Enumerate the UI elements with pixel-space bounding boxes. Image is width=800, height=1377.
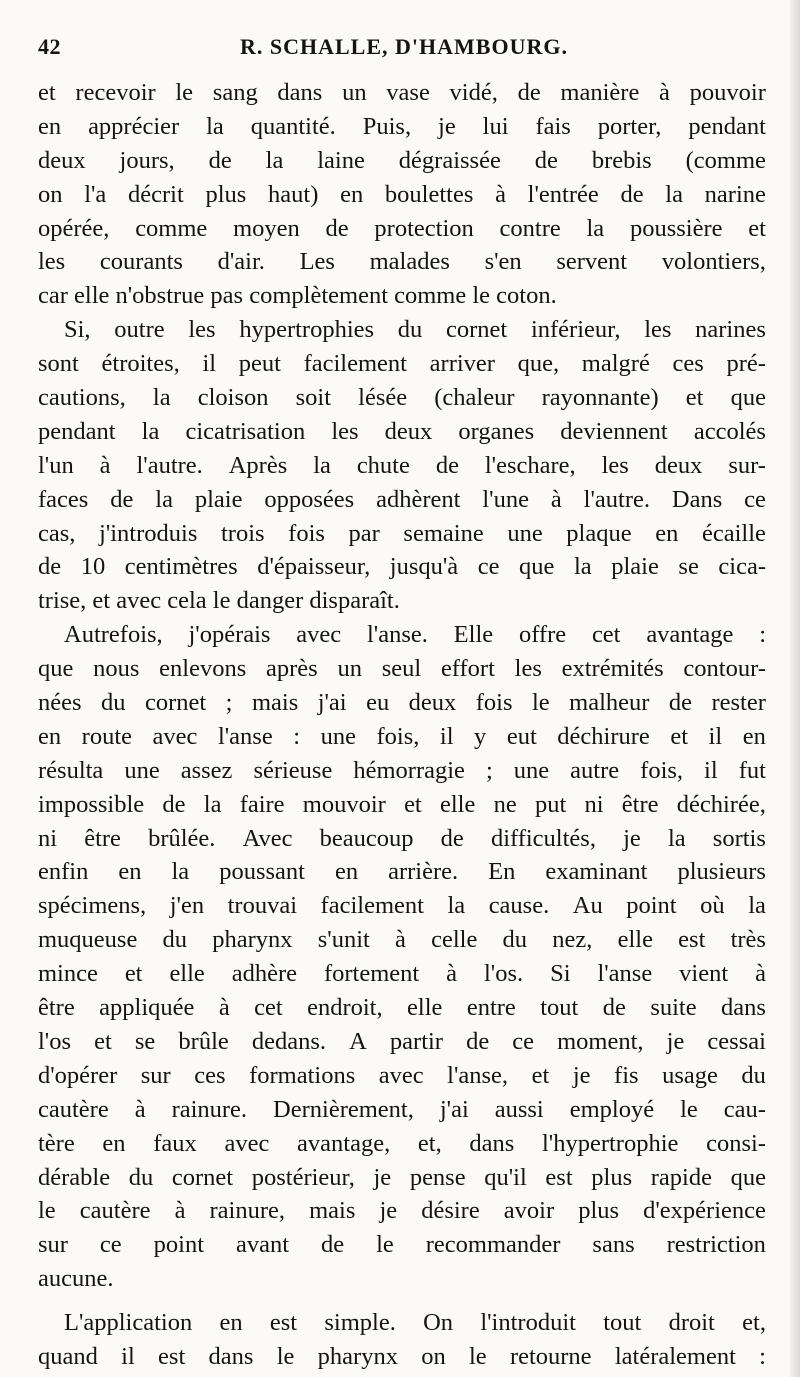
- text-line: le cautère à rainure, mais je désire avoir plus d'expérience: [38, 1197, 766, 1225]
- text-line: être appliquée à cet endroit, elle entre tout de suite dans: [38, 994, 766, 1022]
- text-line: sont étroites, il peut facilement arriver que, malgré ces pré-: [38, 350, 766, 378]
- text-line: de 10 centimètres d'épaisseur, jusqu'à ce que la plaie se cica-: [38, 553, 766, 581]
- text-line: dérable du cornet postérieur, je pense qu'il est plus rapide que: [38, 1163, 766, 1191]
- paragraph-4: [38, 1306, 766, 1374]
- text-line: l'un à l'autre. Après la chute de l'eschare, les deux sur-: [38, 451, 766, 479]
- text-line: car elle n'obstrue pas complètement comme le coton.: [38, 282, 557, 310]
- text-line: cautère à rainure. Dernièrement, j'ai aussi employé le cau-: [38, 1095, 766, 1123]
- text-line: l'os et se brûle dedans. A partir de ce moment, je cessai: [38, 1027, 766, 1055]
- text-line: cas, j'introduis trois fois par semaine une plaque en écaille: [38, 519, 766, 547]
- text-line: tère en faux avec avantage, et, dans l'hypertrophie consi-: [38, 1129, 766, 1157]
- text-line: Si, outre les hypertrophies du cornet inférieur, les narines: [64, 316, 766, 344]
- running-head: [38, 34, 778, 64]
- text-line: d'opérer sur ces formations avec l'anse, et je fis usage du: [38, 1061, 766, 1089]
- text-line: Autrefois, j'opérais avec l'anse. Elle offre cet avantage :: [64, 621, 766, 649]
- text-line: quand il est dans le pharynx on le retourne latéralement :: [38, 1342, 766, 1370]
- text-line: résulta une assez sérieuse hémorragie ; une autre fois, il fut: [38, 756, 766, 784]
- paragraph-3: [38, 618, 766, 1296]
- text-line: pendant la cicatrisation les deux organes deviennent accolés: [38, 417, 766, 445]
- page-edge-shadow: [790, 0, 800, 1377]
- text-line: spécimens, j'en trouvai facilement la cause. Au point où la: [38, 892, 766, 920]
- text-line: aucune.: [38, 1265, 114, 1293]
- text-line: nées du cornet ; mais j'ai eu deux fois le malheur de rester: [38, 689, 766, 717]
- paragraph-1: [38, 76, 766, 313]
- text-line: on l'a décrit plus haut) en boulettes à l'entrée de la narine: [38, 180, 766, 208]
- text-line: en route avec l'anse : une fois, il y eut déchirure et il en: [38, 722, 766, 750]
- paragraph-2: [38, 313, 766, 618]
- text-line: que nous enlevons après un seul effort les extrémités contour-: [38, 655, 766, 683]
- text-line: mince et elle adhère fortement à l'os. Si l'anse vient à: [38, 960, 766, 988]
- text-line: muqueuse du pharynx s'unit à celle du nez, elle est très: [38, 926, 766, 954]
- text-line: ni être brûlée. Avec beaucoup de difficultés, je la sortis: [38, 824, 766, 852]
- paragraph-gap: [38, 1296, 766, 1306]
- text-line: et recevoir le sang dans un vase vidé, de manière à pouvoir: [38, 79, 766, 106]
- text-line: faces de la plaie opposées adhèrent l'une à l'autre. Dans ce: [38, 485, 766, 513]
- text-line: opérée, comme moyen de protection contre la poussière et: [38, 214, 766, 242]
- text-line: trise, et avec cela le danger disparaît.: [38, 587, 400, 615]
- text-line: deux jours, de la laine dégraissée de brebis (comme: [38, 146, 766, 174]
- text-line: en apprécier la quantité. Puis, je lui fais porter, pendant: [38, 112, 766, 140]
- text-line: les courants d'air. Les malades s'en servent volontiers,: [38, 248, 766, 276]
- text-line: cautions, la cloison soit lésée (chaleur rayonnante) et que: [38, 384, 766, 412]
- page-number: 42: [38, 34, 61, 59]
- body-text: [38, 76, 766, 1374]
- running-title: R. SCHALLE, D'HAMBOURG.: [240, 34, 568, 59]
- text-line: enfin en la poussant en arrière. En examinant plusieurs: [38, 858, 766, 886]
- text-line: L'application en est simple. On l'introduit tout droit et,: [64, 1309, 766, 1337]
- text-line: impossible de la faire mouvoir et elle ne put ni être déchirée,: [38, 790, 766, 818]
- text-line: sur ce point avant de le recommander sans restriction: [38, 1231, 766, 1259]
